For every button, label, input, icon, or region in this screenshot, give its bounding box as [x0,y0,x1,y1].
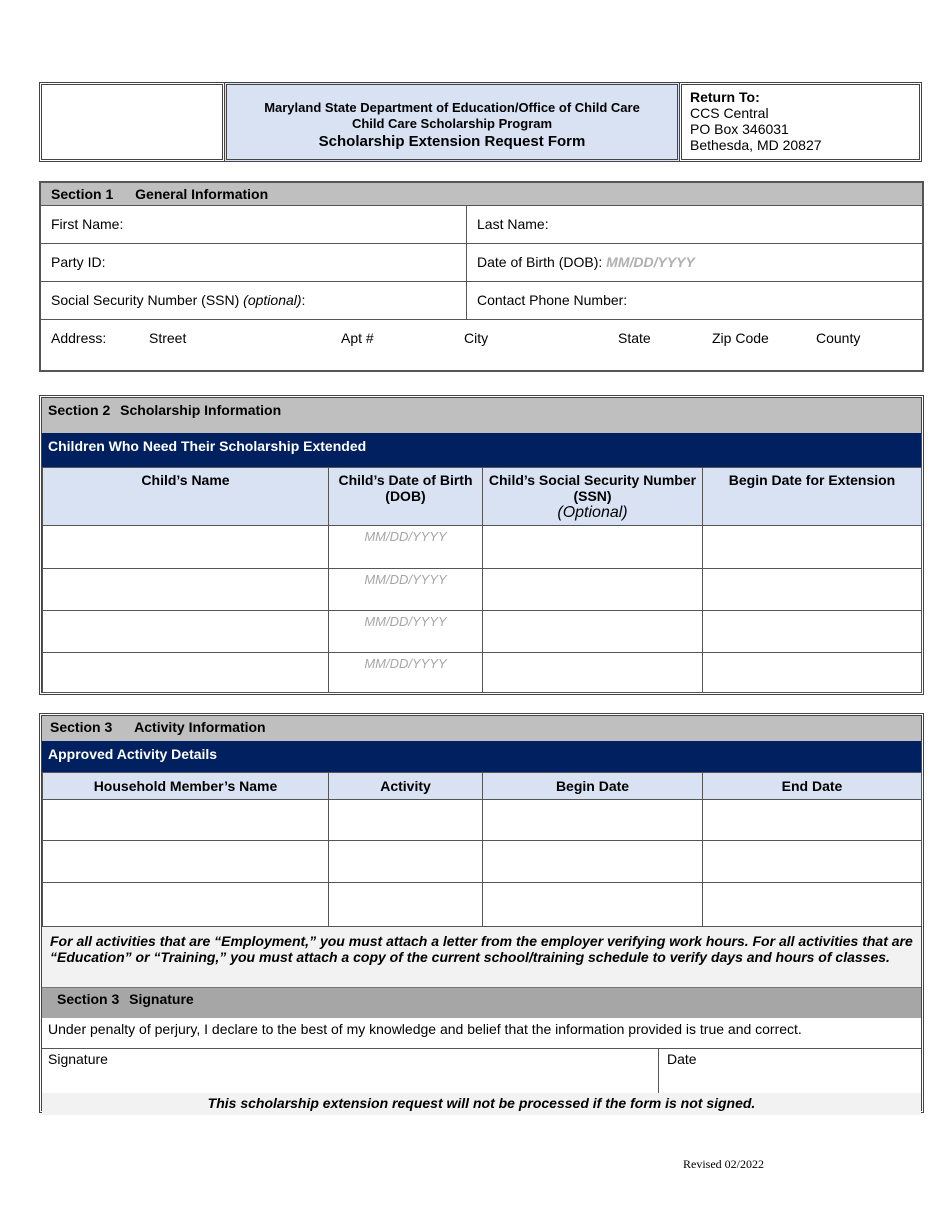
form-header [224,82,680,162]
signature-label: Signature [48,1050,108,1067]
party-id-field[interactable]: Party ID: [41,244,467,282]
begin-date-cell[interactable] [703,653,922,693]
address-label: Address: [51,330,107,346]
dob-placeholder: MM/DD/YYYY [606,254,695,270]
last-name-field[interactable]: Last Name: [467,206,922,244]
activity-table [42,772,922,926]
return-address [679,82,922,162]
activity-cell[interactable] [329,800,483,841]
signature-header [42,987,921,1018]
col-child-name: Child’s Name [43,468,329,526]
section-3-title: Activity Information [134,719,266,735]
begin-date-cell[interactable] [703,569,922,611]
address-street: Street [149,330,187,346]
section-3-label: Section 3 [50,719,113,735]
child-ssn-cell[interactable] [483,526,703,569]
table-row [43,841,922,883]
child-ssn-cell[interactable] [483,653,703,693]
child-dob-cell[interactable]: MM/DD/YYYY [329,653,483,693]
activity-begin-cell[interactable] [483,800,703,841]
household-member-cell[interactable] [43,841,329,883]
section-1-header [41,183,922,206]
activity-cell[interactable] [329,883,483,926]
activity-banner: Approved Activity Details [42,741,921,772]
signature-field[interactable] [42,1049,659,1093]
address-county: County [816,330,861,346]
col-end-date: End Date [703,773,922,800]
agency-name: Maryland State Department of Education/Office of Child Care [264,100,640,115]
activity-cell[interactable] [329,841,483,883]
section-1-general-information [39,181,924,372]
activity-begin-cell[interactable] [483,841,703,883]
child-ssn-cell[interactable] [483,611,703,653]
date-label: Date [667,1050,697,1067]
section-2-label: Section 2 [48,402,111,418]
signature-section-title: Signature [129,990,194,1007]
col-child-dob: Child’s Date of Birth (DOB) [329,468,483,526]
children-banner: Children Who Need Their Scholarship Extended [42,433,921,467]
activity-end-cell[interactable] [703,800,922,841]
address-apt: Apt # [341,330,374,346]
perjury-declaration: Under penalty of perjury, I declare to the best of my knowledge and belief that the information provided is true and correct. [42,1018,921,1049]
col-household-member: Household Member’s Name [43,773,329,800]
col-begin-date: Begin Date [483,773,703,800]
child-name-cell[interactable] [43,653,329,693]
child-dob-cell[interactable]: MM/DD/YYYY [329,611,483,653]
table-row [43,653,922,693]
child-dob-cell[interactable]: MM/DD/YYYY [329,569,483,611]
return-line-3: Bethesda, MD 20827 [690,137,822,153]
household-member-cell[interactable] [43,883,329,926]
return-line-1: CCS Central [690,105,769,121]
table-row [43,526,922,569]
activity-end-cell[interactable] [703,883,922,926]
signature-section-label: Section 3 [57,990,120,1007]
child-dob-cell[interactable]: MM/DD/YYYY [329,526,483,569]
ssn-field[interactable]: Social Security Number (SSN) (optional): [41,282,467,320]
child-ssn-cell[interactable] [483,569,703,611]
activity-begin-cell[interactable] [483,883,703,926]
section-3-activity-information [39,713,924,1113]
table-row [43,569,922,611]
table-row [43,611,922,653]
child-name-cell[interactable] [43,611,329,653]
activity-attachment-note: For all activities that are “Employment,” you must attach a letter from the employer verifying work hours. For all activities that are “Education” or “Training,” you must attach a copy of the current school/training schedule to verify days and hours of classes. [42,926,921,987]
unsigned-warning: This scholarship extension request will not be processed if the form is not signed. [42,1093,921,1115]
revision-date: Revised 02/2022 [683,1157,764,1171]
ssn-optional-note: (Optional) [557,504,628,521]
contact-phone-field[interactable]: Contact Phone Number: [467,282,922,320]
form-title: Scholarship Extension Request Form [318,133,586,150]
return-line-2: PO Box 346031 [690,121,789,137]
begin-date-cell[interactable] [703,526,922,569]
address-field[interactable] [41,320,922,371]
return-to-label: Return To: [690,89,760,105]
address-state: State [618,330,651,346]
address-city: City [464,330,489,346]
program-name: Child Care Scholarship Program [351,116,553,131]
section-2-title: Scholarship Information [120,402,282,418]
section-2-header [42,398,921,433]
col-begin-date: Begin Date for Extension [703,468,922,526]
household-member-cell[interactable] [43,800,329,841]
date-field[interactable] [659,1049,921,1093]
table-row [43,800,922,841]
activity-end-cell[interactable] [703,841,922,883]
dob-field[interactable]: Date of Birth (DOB): MM/DD/YYYY [467,244,922,282]
children-table [42,467,922,693]
address-zip: Zip Code [712,330,769,346]
child-name-cell[interactable] [43,569,329,611]
section-1-label: Section 1 [51,186,114,202]
section-1-title: General Information [135,186,269,202]
section-3-header [42,716,921,741]
section-2-scholarship-information [39,395,924,695]
col-activity: Activity [329,773,483,800]
logo-area [39,82,225,162]
col-child-ssn: Child’s Social Security Number (SSN) (Optional) [483,468,703,526]
first-name-field[interactable]: First Name: [41,206,467,244]
child-name-cell[interactable] [43,526,329,569]
begin-date-cell[interactable] [703,611,922,653]
table-row [43,883,922,926]
